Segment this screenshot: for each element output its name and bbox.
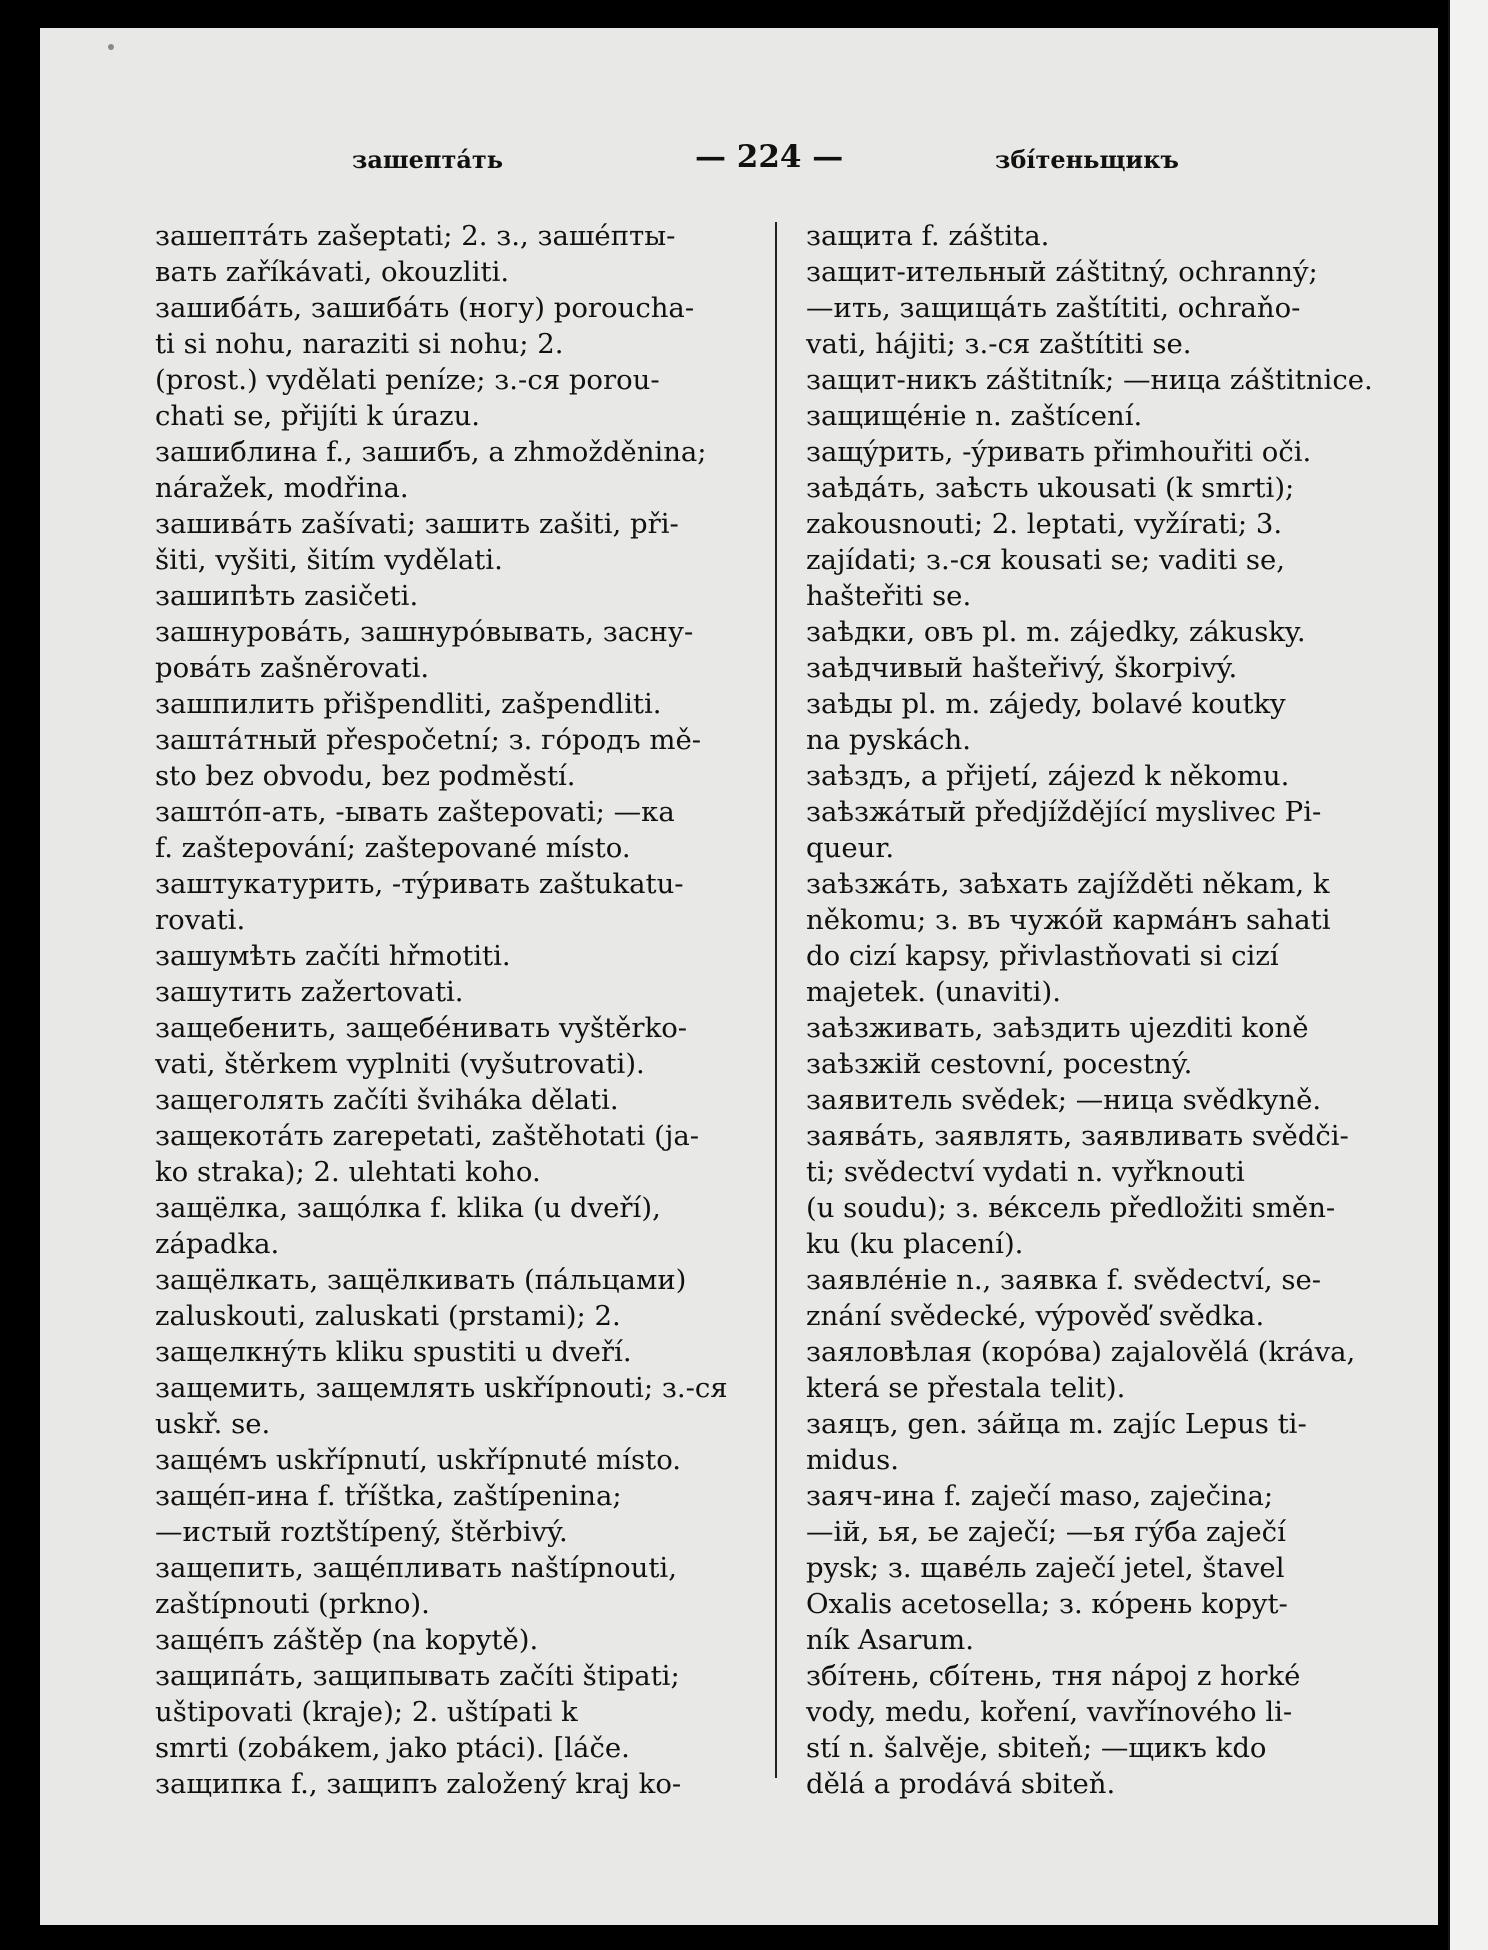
text-line: заяловѣлая (корóва) zajalovělá (kráva,	[806, 1336, 1356, 1368]
text-line: stí n. šalvěje, sbiteň; —щикъ kdo	[806, 1732, 1267, 1764]
text-line: зашпилить přišpendliti, zašpendliti.	[155, 688, 662, 720]
text-line: —истый roztštípený, štěrbivý.	[155, 1516, 568, 1548]
text-line: uštipovati (kraje); 2. uštípati k	[155, 1696, 578, 1728]
text-line: náražek, modřina.	[155, 472, 409, 504]
text-line: západka.	[155, 1228, 280, 1260]
text-line: защебенить, защебéнивать vyštěrko-	[155, 1012, 688, 1044]
text-line: vody, medu, koření, vavřínového li-	[806, 1696, 1293, 1728]
text-line: заѣдчивый hašteřivý, škorpivý.	[806, 652, 1238, 684]
text-line: защёлка, защóлка f. klika (u dveří),	[155, 1192, 661, 1224]
text-line: hašteřiti se.	[806, 580, 972, 612]
guide-word-right: збíтеньщикъ	[995, 145, 1179, 174]
text-line: заштукатурить, -тýривать zaštukatu-	[155, 868, 684, 900]
text-line: vati, štěrkem vyplniti (vyšutrovati).	[155, 1048, 645, 1080]
text-line: заѣдáть, заѣсть ukousati (k smrti);	[806, 472, 1295, 504]
text-line: заштáтный přespočetní; з. гóродъ mě-	[155, 724, 702, 756]
text-line: защéпъ záštěp (na kopytě).	[155, 1624, 539, 1656]
text-line: midus.	[806, 1444, 900, 1476]
text-line: заѣзжій cestovní, pocestný.	[806, 1048, 1193, 1080]
text-line: заѣды pl. m. zájedy, bolavé koutky	[806, 688, 1286, 720]
text-line: rovati.	[155, 904, 246, 936]
text-line: pysk; з. щавéль zaječí jetel, štavel	[806, 1552, 1285, 1584]
text-line: znání svědecké, výpověď svědka.	[806, 1300, 1265, 1332]
text-line: ko straka); 2. ulehtati koho.	[155, 1156, 541, 1188]
text-line: do cizí kapsy, přivlastňovati si cizí	[806, 940, 1279, 972]
text-line: zaštípnouti (prkno).	[155, 1588, 430, 1620]
text-line: заѣдки, овъ pl. m. zájedky, zákusky.	[806, 616, 1306, 648]
left-column	[155, 218, 745, 1802]
text-line: —ить, защищáть zaštítiti, ochraňo-	[806, 292, 1301, 324]
text-line: защита f. záštita.	[806, 220, 1050, 252]
column-divider	[775, 222, 777, 1778]
text-line: zajídati; з.-ся kousati se; vaditi se,	[806, 544, 1286, 576]
text-line: ku (ku placení).	[806, 1228, 1024, 1260]
text-line: vati, hájiti; з.-ся zaštítiti se.	[806, 328, 1192, 360]
text-line: зашибáть, зашибáть (ногу) poroucha-	[155, 292, 695, 324]
text-line: защёлкать, защёлкивать (пáльцами)	[155, 1264, 687, 1296]
text-line: —ій, ья, ье zaječí; —ья гýба zaječí	[806, 1516, 1286, 1548]
text-line: заѣзживать, заѣздить ujezditi koně	[806, 1012, 1309, 1044]
text-line: зашептáть zašeptati; 2. з., зашéпты-	[155, 220, 676, 252]
text-line: защепить, защéпливать naštípnouti,	[155, 1552, 677, 1584]
text-line: защипáть, защипывать začíti štipati;	[155, 1660, 680, 1692]
text-line: вать zaříkávati, okouzliti.	[155, 256, 510, 288]
text-line: защекотáть zarepetati, zaštěhotati (ja-	[155, 1120, 700, 1152]
text-line: zakousnouti; 2. leptati, vyžírati; 3.	[806, 508, 1283, 540]
text-line: заявлéніе n., заявка f. svědectví, se-	[806, 1264, 1322, 1296]
text-line: dělá a prodává sbiteň.	[806, 1768, 1116, 1800]
text-line: защит-никъ záštitník; —ница záštitnice.	[806, 364, 1373, 396]
text-line: зашнуровáть, зашнурóвывать, засну-	[155, 616, 694, 648]
text-line: защемить, защемлять uskřípnouti; з.-ся	[155, 1372, 728, 1404]
text-line: na pyskách.	[806, 724, 972, 756]
text-line: защéп-ина f. tříštka, zaštípenina;	[155, 1480, 622, 1512]
text-line: зашивáть zašívati; зашить zašiti, při-	[155, 508, 679, 540]
guide-word-left: зашептáть	[352, 145, 504, 174]
page-edge-line	[1448, 0, 1450, 1950]
text-line: заѣздъ, a přijetí, zájezd k někomu.	[806, 760, 1290, 792]
text-line: ti si nohu, naraziti si nohu; 2.	[155, 328, 564, 360]
text-line: uskř. se.	[155, 1408, 271, 1440]
text-line: заявитель svědek; —ница svědkyně.	[806, 1084, 1322, 1116]
text-line: sto bez obvodu, bez podměstí.	[155, 760, 576, 792]
text-line: chati se, přijíti k úrazu.	[155, 400, 481, 432]
text-line: зашиблина f., зашибъ, a zhmožděnina;	[155, 436, 707, 468]
text-line: заяцъ, gen. зáйца m. zajíc Lepus ti-	[806, 1408, 1307, 1440]
text-line: ровáть zašněrovati.	[155, 652, 430, 684]
text-line: защит-ительный záštitný, ochranný;	[806, 256, 1318, 288]
text-line: защеголять začíti šviháka dělati.	[155, 1084, 619, 1116]
text-line: заѣзжáть, заѣхать zajížděti někam, k	[806, 868, 1330, 900]
text-line: Oxalis acetosella; з. кóрень kopyt-	[806, 1588, 1288, 1620]
text-line: защéмъ uskřípnutí, uskřípnuté místo.	[155, 1444, 682, 1476]
text-line: (u soudu); з. вéксель předložiti směn-	[806, 1192, 1336, 1224]
text-line: smrti (zobákem, jako ptáci). [láče.	[155, 1732, 630, 1764]
text-line: která se přestala telit).	[806, 1372, 1126, 1404]
text-line: šiti, vyšiti, šitím vydělati.	[155, 544, 503, 576]
text-line: f. zaštepování; zaštepované místo.	[155, 832, 631, 864]
text-line: зашумѣть začíti hřmotiti.	[155, 940, 511, 972]
text-line: (prost.) vydělati peníze; з.-ся porou-	[155, 364, 660, 396]
text-line: queur.	[806, 832, 895, 864]
text-line: majetek. (unaviti).	[806, 976, 1061, 1008]
text-line: збíтень, сбíтень, тня nápoj z horké	[806, 1660, 1301, 1692]
scan-speck	[108, 44, 114, 50]
text-line: заштóп-ать, -ывать zaštepovati; —ка	[155, 796, 675, 828]
text-line: ník Asarum.	[806, 1624, 974, 1656]
text-line: зашипѣть zasičeti.	[155, 580, 419, 612]
text-line: защýрить, -ýривать přimhouřiti oči.	[806, 436, 1312, 468]
text-line: защищéніе n. zaštícení.	[806, 400, 1143, 432]
text-line: заѣзжáтый předjíždějící myslivec Pi-	[806, 796, 1322, 828]
text-line: ti; svědectví vydati n. vyřknouti	[806, 1156, 1245, 1188]
right-column	[806, 218, 1396, 1802]
next-page-edge	[1448, 0, 1488, 1950]
text-line: зашутить zažertovati.	[155, 976, 464, 1008]
text-line: заявáть, заявлять, заявливать svědči-	[806, 1120, 1349, 1152]
text-line: заяч-ина f. zaječí maso, zaječina;	[806, 1480, 1274, 1512]
text-line: защипка f., защипъ založený kraj ko-	[155, 1768, 682, 1800]
running-header	[0, 135, 1488, 175]
text-line: zaluskouti, zaluskati (prstami); 2.	[155, 1300, 621, 1332]
text-line: někomu; з. въ чужóй кармáнъ sahati	[806, 904, 1331, 936]
text-line: защелкнýть kliku spustiti u dveří.	[155, 1336, 632, 1368]
page-number: — 224 —	[695, 139, 844, 175]
